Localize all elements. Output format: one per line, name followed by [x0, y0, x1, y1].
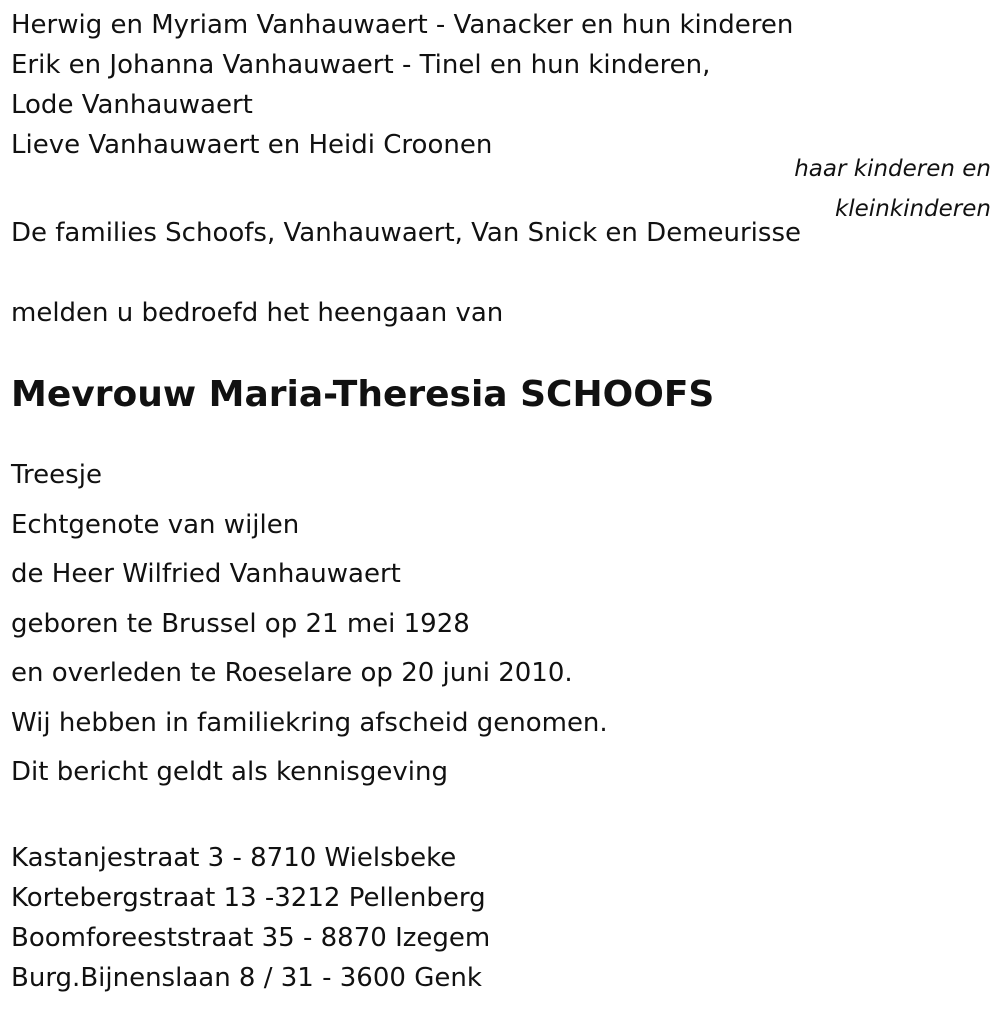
family-members-block [11, 0, 991, 165]
family-line: Herwig en Myriam Vanhauwaert - Vanacker en hun kinderen [11, 10, 794, 40]
details-block [11, 451, 991, 798]
death-notice [11, 0, 991, 998]
address-line: Boomforeeststraat 35 - 8870 Izegem [11, 922, 491, 953]
address-line: Kortebergstraat 13 -3212 Pellenberg [11, 882, 486, 913]
address-line: Burg.Bijnenslaan 8 / 31 - 3600 Genk [11, 962, 482, 993]
detail-line: en overleden te Roeselare op 20 juni 2010. [11, 658, 573, 688]
extended-families: De families Schoofs, Vanhauwaert, Van Snick en Demeurisse [11, 218, 801, 248]
detail-line: Wij hebben in familiekring afscheid genomen. [11, 707, 608, 738]
family-line: Erik en Johanna Vanhauwaert - Tinel en hun kinderen, [11, 50, 711, 80]
detail-line: de Heer Wilfried Vanhauwaert [11, 559, 401, 589]
family-line: Lode Vanhauwaert [11, 90, 253, 120]
detail-line: Echtgenote van wijlen [11, 509, 300, 540]
family-line: Lieve Vanhauwaert en Heidi Croonen [11, 130, 493, 160]
address-line: Kastanjestraat 3 - 8710 Wielsbeke [11, 842, 457, 873]
addresses-block [11, 838, 991, 998]
detail-line: Dit bericht geldt als kennisgeving [11, 757, 448, 787]
relation-line: haar kinderen en [794, 156, 991, 182]
relation-line: kleinkinderen [834, 196, 991, 222]
detail-line: Treesje [11, 460, 102, 490]
announcement-text: melden u bedroefd het heengaan van [11, 298, 504, 328]
deceased-name: Mevrouw Maria-Theresia SCHOOFS [11, 374, 715, 415]
detail-line: geboren te Brussel op 21 mei 1928 [11, 608, 470, 639]
